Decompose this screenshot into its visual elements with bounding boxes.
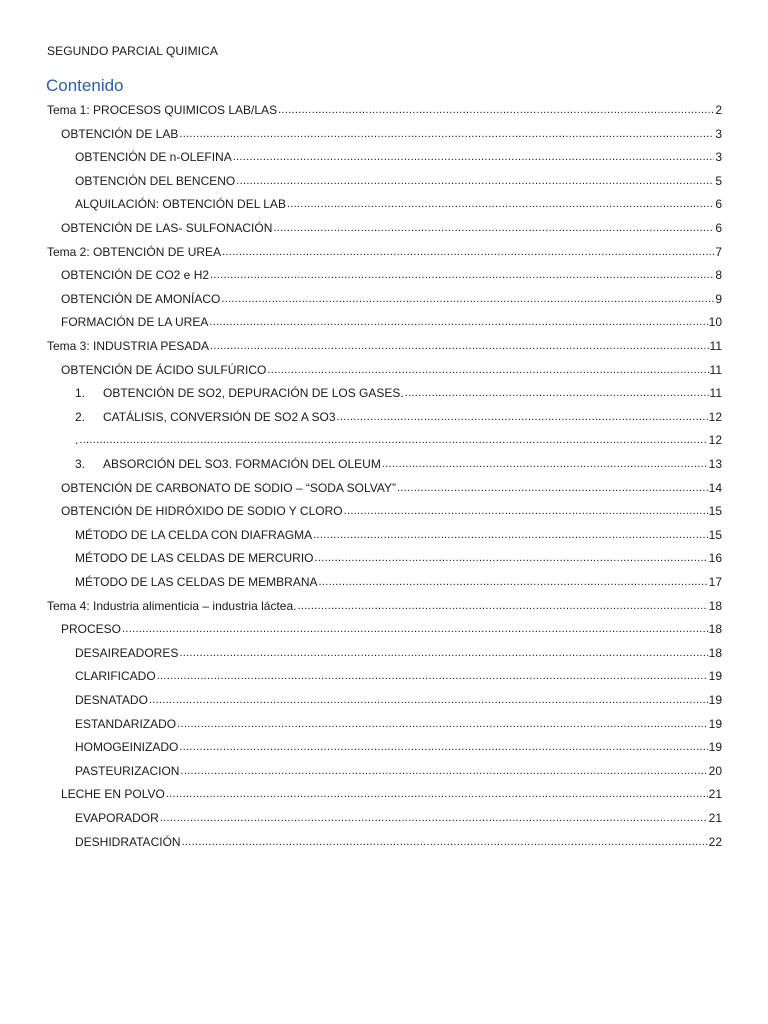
toc-entry-label: DESAIREADORES xyxy=(75,645,179,660)
toc-entry-page-number: 13 xyxy=(708,457,722,471)
toc-entry-label: OBTENCIÓN DE CARBONATO DE SODIO – “SODA SOLVAY” xyxy=(61,480,396,495)
toc-entry-label: . xyxy=(75,433,79,448)
toc-dot-leader xyxy=(166,786,708,802)
toc-entry[interactable] xyxy=(61,499,722,519)
toc-entry-page-number: 7 xyxy=(715,244,722,259)
toc-entry[interactable] xyxy=(75,735,722,755)
toc-dot-leader xyxy=(179,645,707,661)
toc-entry-number: 1. xyxy=(75,386,86,401)
toc-entry[interactable] xyxy=(75,712,722,732)
toc-entry[interactable] xyxy=(61,216,722,236)
toc-entry-page-number: 20 xyxy=(708,763,722,778)
toc-entry[interactable] xyxy=(75,145,722,165)
toc-entry-label: ALQUILACIÓN: OBTENCIÓN DEL LAB xyxy=(75,197,286,212)
toc-entry-label: FORMACIÓN DE LA UREA xyxy=(61,315,209,330)
toc-entry-page-number: 11 xyxy=(709,386,722,401)
toc-dot-leader xyxy=(236,173,714,189)
toc-dot-leader xyxy=(337,409,708,425)
toc-entry-page-number: 19 xyxy=(708,740,722,755)
toc-dot-leader xyxy=(297,598,707,614)
toc-entry-page-number: 18 xyxy=(708,622,722,637)
toc-entry[interactable] xyxy=(75,759,722,779)
toc-entry[interactable] xyxy=(61,358,722,378)
toc-entry-page-number: 15 xyxy=(708,527,722,542)
toc-dot-leader xyxy=(157,668,708,684)
toc-entry[interactable] xyxy=(75,830,722,850)
toc-entry-label: OBTENCIÓN DE ÁCIDO SULFÚRICO xyxy=(61,362,267,377)
toc-entry[interactable] xyxy=(75,546,722,566)
toc-entry-label: EVAPORADOR xyxy=(75,811,159,825)
toc-entry[interactable] xyxy=(61,617,722,637)
toc-dot-leader xyxy=(177,716,708,732)
toc-entry-page-number: 9 xyxy=(715,291,722,306)
toc-dot-leader xyxy=(273,220,714,236)
document-header: SEGUNDO PARCIAL QUIMICA xyxy=(47,44,218,58)
toc-entry-label: OBTENCIÓN DE n-OLEFINA xyxy=(75,150,232,165)
toc-entry-label: OBTENCIÓN DE SO2, DEPURACIÓN DE LOS GASES. xyxy=(103,386,404,401)
toc-dot-leader xyxy=(222,244,714,260)
toc-entry-page-number: 11 xyxy=(709,362,722,377)
toc-entry-label: CATÁLISIS, CONVERSIÓN DE SO2 A SO3 xyxy=(103,409,336,424)
toc-entry-page-number: 17 xyxy=(708,575,722,589)
toc-dot-leader xyxy=(210,267,714,283)
toc-entry[interactable] xyxy=(75,428,722,448)
toc-dot-leader xyxy=(160,810,708,826)
toc-dot-leader xyxy=(79,432,707,448)
toc-entry-page-number: 22 xyxy=(708,834,722,849)
toc-dot-leader xyxy=(278,102,714,118)
toc-dot-leader xyxy=(182,834,708,850)
toc-entry[interactable] xyxy=(61,122,722,142)
toc-entry[interactable] xyxy=(47,334,722,354)
toc-entry[interactable] xyxy=(75,688,722,708)
toc-dot-leader xyxy=(397,480,708,496)
toc-dot-leader xyxy=(149,692,708,708)
toc-dot-leader xyxy=(319,574,708,590)
toc-entry-page-number: 19 xyxy=(708,693,722,707)
toc-entry-label: OBTENCIÓN DE LAB xyxy=(61,126,179,141)
toc-entry-page-number: 8 xyxy=(715,268,722,283)
toc-entry-label: ABSORCIÓN DEL SO3. FORMACIÓN DEL OLEUM xyxy=(103,457,381,471)
toc-entry-page-number: 3 xyxy=(715,126,722,141)
toc-entry[interactable] xyxy=(47,594,722,614)
toc-entry-label: OBTENCIÓN DE HIDRÓXIDO DE SODIO Y CLORO xyxy=(61,504,343,519)
toc-entry[interactable] xyxy=(47,98,722,118)
toc-entry[interactable] xyxy=(75,192,722,212)
toc-entry-number: 3. xyxy=(75,457,86,471)
toc-dot-leader xyxy=(179,739,707,755)
toc-entry-label: MÉTODO DE LAS CELDAS DE MERCURIO xyxy=(75,551,314,566)
toc-entry-page-number: 11 xyxy=(709,339,722,353)
toc-entry-label: MÉTODO DE LAS CELDAS DE MEMBRANA xyxy=(75,575,318,589)
toc-dot-leader xyxy=(382,456,708,472)
toc-entry[interactable] xyxy=(75,664,722,684)
toc-entry-label: CLARIFICADO xyxy=(75,669,156,684)
toc-entry-page-number: 12 xyxy=(708,433,722,448)
toc-entry[interactable] xyxy=(75,570,722,590)
toc-entry[interactable] xyxy=(75,806,722,826)
toc-entry-page-number: 19 xyxy=(708,669,722,684)
toc-entry[interactable] xyxy=(61,263,722,283)
toc-entry-label: OBTENCIÓN DE LAS- SULFONACIÓN xyxy=(61,221,273,235)
toc-dot-leader xyxy=(313,527,707,543)
toc-entry-label: Tema 4: Industria alimenticia – industria láctea. xyxy=(47,598,297,613)
toc-dot-leader xyxy=(179,126,714,142)
toc-entry-page-number: 19 xyxy=(708,716,722,731)
toc-entry-label: OBTENCIÓN DEL BENCENO xyxy=(75,173,236,188)
toc-entry[interactable] xyxy=(75,381,722,401)
toc-entry-page-number: 15 xyxy=(708,504,722,519)
toc-entry-page-number: 14 xyxy=(708,480,722,495)
toc-entry-label: Tema 1: PROCESOS QUIMICOS LAB/LAS xyxy=(47,103,278,117)
toc-entry[interactable] xyxy=(75,452,722,472)
toc-entry-label: Tema 3: INDUSTRIA PESADA xyxy=(47,339,210,353)
toc-entry[interactable] xyxy=(47,240,722,260)
toc-heading: Contenido xyxy=(46,76,124,95)
toc-entry-label: Tema 2: OBTENCIÓN DE UREA xyxy=(47,244,222,259)
toc-dot-leader xyxy=(210,338,708,354)
toc-dot-leader xyxy=(221,291,714,307)
toc-dot-leader xyxy=(287,196,714,212)
toc-entry-page-number: 2 xyxy=(715,103,722,117)
toc-entry-page-number: 18 xyxy=(708,598,722,613)
toc-entry-label: DESNATADO xyxy=(75,693,148,707)
toc-entry-page-number: 12 xyxy=(708,409,722,424)
toc-entry[interactable] xyxy=(61,287,722,307)
toc-dot-leader xyxy=(122,621,708,637)
toc-entry-page-number: 6 xyxy=(715,221,722,235)
toc-entry-label: LECHE EN POLVO xyxy=(61,787,165,802)
toc-entry-page-number: 6 xyxy=(715,197,722,212)
toc-entry[interactable] xyxy=(75,641,722,661)
toc-dot-leader xyxy=(344,503,708,519)
toc-entry-page-number: 18 xyxy=(708,645,722,660)
toc-entry-page-number: 21 xyxy=(708,787,722,802)
toc-entry-number: 2. xyxy=(75,409,86,424)
toc-entry-page-number: 3 xyxy=(715,150,722,165)
toc-entry[interactable] xyxy=(75,169,722,189)
toc-entry[interactable] xyxy=(61,310,722,330)
toc-entry[interactable] xyxy=(75,405,722,425)
toc-entry-page-number: 10 xyxy=(708,315,722,330)
toc-entry-label: PASTEURIZACION xyxy=(75,763,180,778)
toc-entry-page-number: 16 xyxy=(708,551,722,566)
toc-entry[interactable] xyxy=(61,476,722,496)
toc-dot-leader xyxy=(315,550,708,566)
toc-entry-label: OBTENCIÓN DE CO2 e H2 xyxy=(61,268,210,283)
toc-entry[interactable] xyxy=(75,523,722,543)
toc-entry-page-number: 5 xyxy=(715,173,722,188)
toc-entry[interactable] xyxy=(61,782,722,802)
toc-entry-label: ESTANDARIZADO xyxy=(75,716,177,731)
toc-entry-label: HOMOGEINIZADO xyxy=(75,740,179,755)
toc-entry-label: MÉTODO DE LA CELDA CON DIAFRAGMA xyxy=(75,527,313,542)
toc-entry-label: PROCESO xyxy=(61,622,122,637)
toc-dot-leader xyxy=(233,149,715,165)
toc-entry-page-number: 21 xyxy=(708,811,722,825)
toc-entry-label: DESHIDRATACIÓN xyxy=(75,834,181,849)
toc-dot-leader xyxy=(180,763,707,779)
toc-dot-leader xyxy=(267,362,708,378)
toc-dot-leader xyxy=(405,385,709,401)
toc-dot-leader xyxy=(209,314,707,330)
toc-entry-label: OBTENCIÓN DE AMONÍACO xyxy=(61,291,221,306)
